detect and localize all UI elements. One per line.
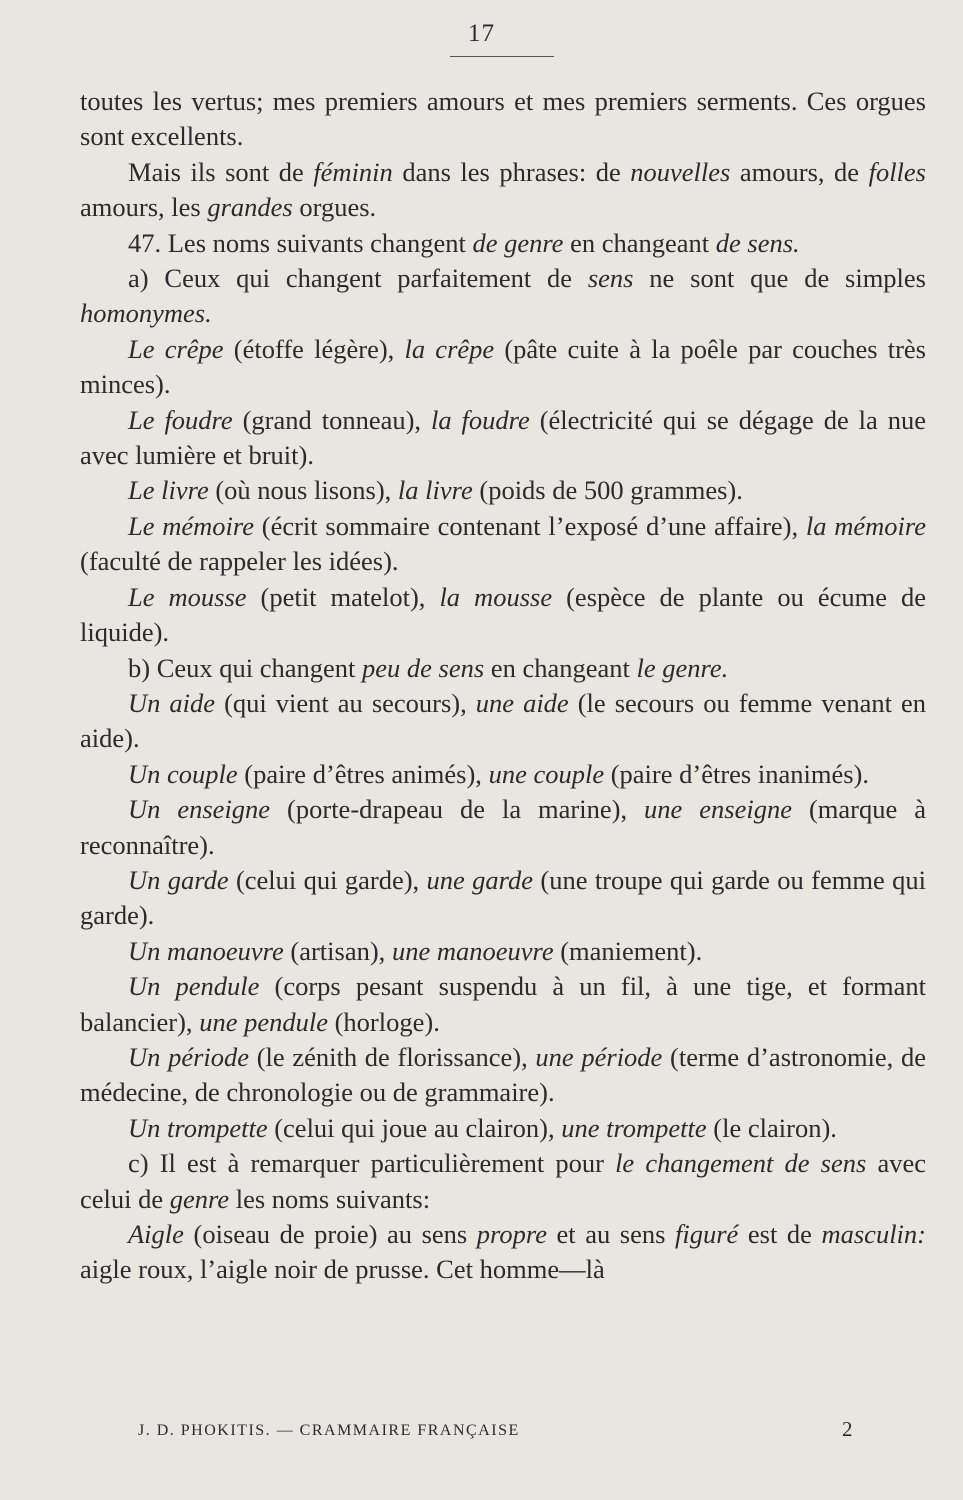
paragraph (80, 403, 926, 474)
text-run: (pâte cuite à la poêle par couches très minces). (80, 333, 926, 400)
italic-term: Le mousse (128, 581, 247, 612)
italic-term: Un période (128, 1041, 250, 1072)
paragraph (80, 580, 926, 651)
page-number: 17 (468, 20, 495, 47)
body-text (80, 84, 926, 1288)
footer-sheet-number: 2 (842, 1417, 853, 1441)
text-run: (qui vient au secours), (215, 687, 476, 718)
footer-signature: J. D. PHOKITIS. — CRAMMAIRE FRANÇAISE (138, 1422, 520, 1439)
paragraph (80, 261, 926, 332)
paragraph (80, 934, 926, 969)
text-run: (poids de 500 grammes). (472, 475, 743, 506)
paragraph (80, 1111, 926, 1146)
text-run: (faculté de rappeler les idées). (80, 546, 399, 577)
paragraph (80, 863, 926, 934)
text-run: (oiseau de proie) au sens (183, 1219, 477, 1249)
text-run: (marque à reconnaître). (80, 794, 926, 860)
italic-term: folles (868, 156, 926, 187)
text-run: avec celui de (80, 1148, 926, 1214)
text-run: (celui qui joue au clairon), (267, 1112, 562, 1143)
italic-term: la mousse (439, 581, 553, 612)
text-run: (électricité qui se dégage de la nue avec lumière et bruit). (80, 404, 926, 471)
text-run: (le zénith de florissance), (249, 1041, 536, 1072)
text-run: (espèce de plante ou écume de liquide). (80, 581, 927, 648)
paragraph (80, 1146, 926, 1217)
italic-term: une enseigne (644, 794, 792, 825)
italic-term: Un trompette (128, 1112, 268, 1143)
text-run: est de (738, 1219, 822, 1249)
text-run: et au sens (546, 1219, 676, 1249)
italic-term: Un enseigne (128, 794, 271, 825)
italic-term: la livre (397, 475, 473, 506)
italic-term: la mémoire (805, 510, 926, 541)
italic-term: grandes (207, 192, 293, 223)
italic-term: une aide (475, 687, 569, 718)
italic-term: la crêpe (404, 333, 495, 364)
paragraph (80, 155, 926, 226)
italic-term: Le foudre (128, 404, 233, 435)
italic-term: le changement de sens (615, 1148, 867, 1179)
paragraph (80, 969, 926, 1040)
paragraph (80, 84, 926, 155)
paragraph (80, 332, 926, 403)
text-run: (le secours ou femme venant en aide). (80, 687, 926, 754)
italic-term: Un manoeuvre (128, 935, 284, 966)
text-run: aigle roux, l’aigle noir de prusse. Cet homme—là (80, 1254, 605, 1285)
text-run: (terme d’astronomie, de médecine, de chronologie ou de grammaire). (80, 1041, 926, 1108)
page-number-rule (450, 56, 554, 57)
text-run: c) Il est à remarquer particulièrement pour (128, 1148, 616, 1179)
text-run: (paire d’êtres animés), (237, 758, 489, 789)
italic-term: de sens. (715, 227, 800, 258)
italic-term: une pendule (199, 1006, 328, 1037)
text-run: (le clairon). (706, 1112, 837, 1143)
text-run: (corps pesant suspendu à un fil, à une tige, et formant balancier), (80, 971, 926, 1037)
italic-term: Un couple (128, 758, 238, 789)
text-run: orgues. (292, 192, 377, 223)
text-run: b) Ceux qui changent (128, 652, 363, 683)
text-run: amours, de (730, 156, 869, 187)
italic-term: une couple (488, 758, 605, 789)
text-run: (écrit sommaire contenant l’exposé d’une affaire), (254, 510, 806, 541)
paragraph (80, 1040, 926, 1111)
italic-term: Un pendule (128, 971, 260, 1002)
text-run: (petit matelot), (246, 581, 440, 612)
italic-term: Le livre (128, 475, 209, 506)
text-run: (artisan), (283, 935, 392, 966)
italic-term: de genre (472, 227, 564, 258)
text-run: ne sont que de simples (633, 263, 926, 294)
text-run: dans les phrases: de (392, 156, 631, 187)
paragraph (80, 473, 926, 508)
paragraph (80, 757, 926, 792)
italic-term: Aigle (128, 1219, 184, 1249)
italic-term: le genre. (636, 652, 729, 683)
italic-term: une manoeuvre (391, 935, 554, 966)
italic-term: genre (169, 1183, 230, 1214)
italic-term: figuré (675, 1219, 739, 1249)
paragraph (80, 226, 926, 261)
italic-term: féminin (313, 156, 393, 187)
paragraph (80, 651, 926, 686)
italic-term: Un garde (128, 864, 229, 895)
italic-term: peu de sens (362, 652, 485, 683)
text-run: (étoffe légère), (223, 333, 405, 364)
italic-term: nouvelles (630, 156, 731, 187)
text-run: (porte-drapeau de la marine), (270, 794, 645, 825)
text-run: en changeant (563, 227, 716, 258)
italic-term: Un aide (128, 687, 216, 718)
paragraph (80, 792, 926, 863)
text-run: (une troupe qui garde ou femme qui garde). (80, 864, 926, 931)
text-run: a) Ceux qui changent parfaitement de (128, 263, 588, 294)
italic-term: sens (587, 263, 634, 294)
text-run: (où nous lisons), (208, 475, 398, 506)
italic-term: Le crêpe (128, 333, 224, 364)
italic-term: une trompette (561, 1112, 707, 1143)
text-run: toutes les vertus; mes premiers amours et mes premiers serments. Ces orgues sont excellents. (80, 86, 926, 152)
text-run: 47. Les noms suivants changent (128, 227, 473, 258)
text-run: les noms suivants: (229, 1183, 431, 1214)
paragraph (80, 1217, 926, 1288)
italic-term: une garde (426, 864, 533, 895)
text-run: amours, les (80, 192, 208, 223)
text-run: (horloge). (327, 1006, 440, 1037)
text-run: (maniement). (553, 935, 703, 966)
paragraph (80, 686, 926, 757)
text-run: Mais ils sont de (128, 156, 314, 187)
italic-term: masculin: (821, 1219, 926, 1249)
italic-term: une période (535, 1041, 663, 1072)
paragraph (80, 509, 926, 580)
italic-term: la foudre (430, 404, 530, 435)
italic-term: propre (476, 1219, 547, 1249)
italic-term: homonymes. (80, 298, 212, 329)
text-run: (grand tonneau), (232, 404, 431, 435)
text-run: en changeant (484, 652, 637, 683)
text-run: (paire d’êtres inanimés). (604, 758, 869, 789)
text-run: (celui qui garde), (228, 864, 427, 895)
italic-term: Le mémoire (128, 510, 254, 541)
